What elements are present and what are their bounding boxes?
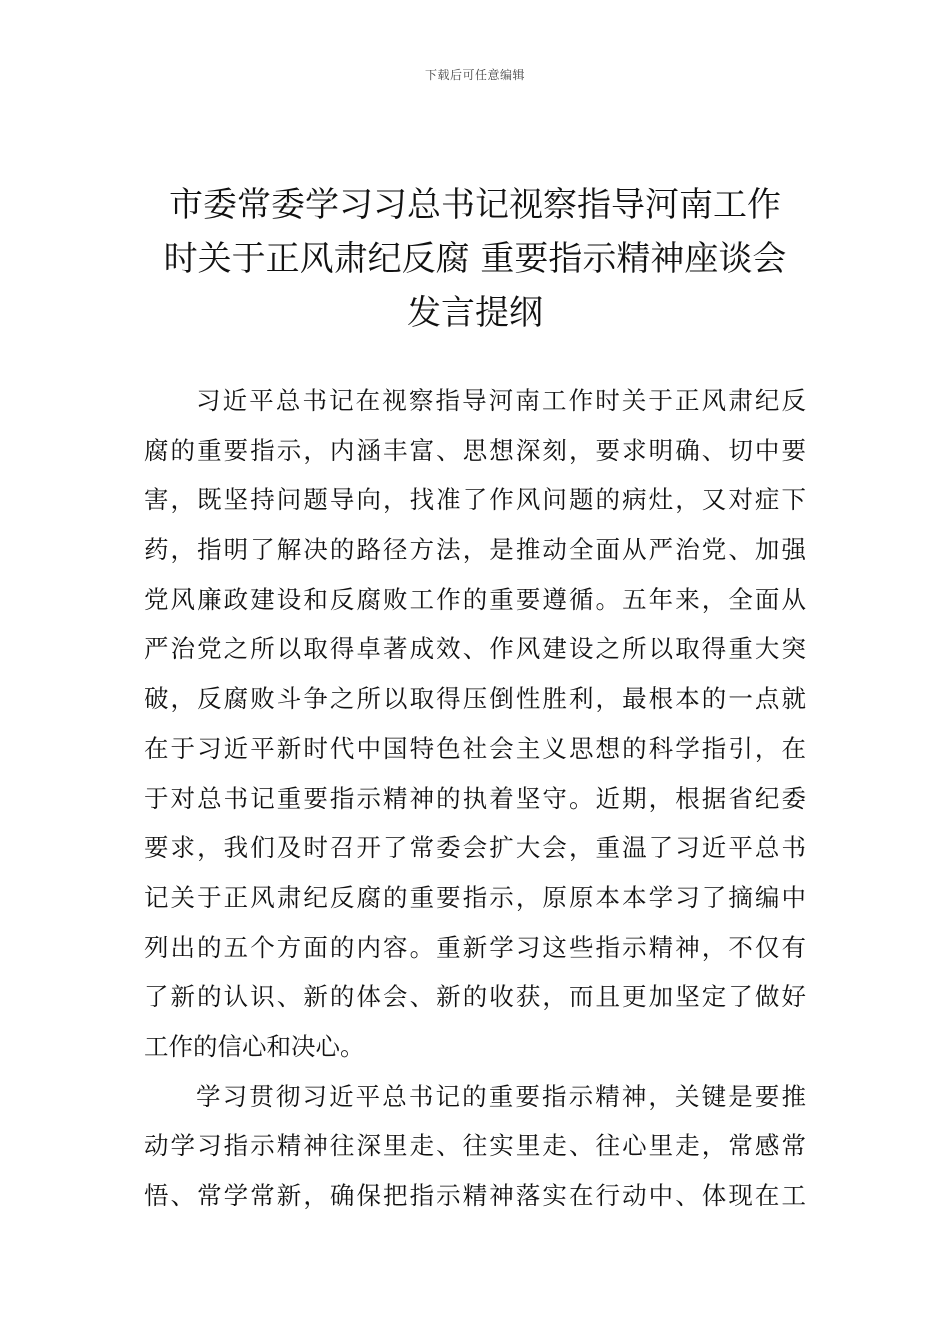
document-title bbox=[120, 178, 830, 340]
paragraph-line: 在于习近平新时代中国特色社会主义思想的科学指引，在 bbox=[144, 733, 806, 763]
paragraph-line: 要求，我们及时召开了常委会扩大会，重温了习近平总书 bbox=[144, 833, 806, 863]
paragraph-line: 动学习指示精神往深里走、往实里走、往心里走，常感常 bbox=[144, 1131, 806, 1161]
document-body bbox=[144, 376, 806, 1221]
title-line-3: 发言提纲 bbox=[407, 293, 543, 333]
paragraph-1 bbox=[144, 376, 806, 1072]
paragraph-line: 腐的重要指示，内涵丰富、思想深刻，要求明确、切中要 bbox=[144, 435, 806, 465]
title-line-2: 时关于正风肃纪反腐 重要指示精神座谈会 bbox=[163, 239, 787, 279]
paragraph-line: 药，指明了解决的路径方法，是推动全面从严治党、加强 bbox=[144, 535, 806, 565]
title-line-1: 市委常委学习习总书记视察指导河南工作 bbox=[169, 185, 781, 225]
paragraph-line: 了新的认识、新的体会、新的收获，而且更加坚定了做好 bbox=[144, 982, 806, 1012]
paragraph-line: 悟、常学常新，确保把指示精神落实在行动中、体现在工 bbox=[144, 1181, 806, 1210]
paragraph-line: 于对总书记重要指示精神的执着坚守。近期，根据省纪委 bbox=[144, 783, 806, 813]
paragraph-line: 破，反腐败斗争之所以取得压倒性胜利，最根本的一点就 bbox=[144, 684, 806, 714]
paragraph-line: 记关于正风肃纪反腐的重要指示，原原本本学习了摘编中 bbox=[144, 882, 806, 912]
paragraph-line: 列出的五个方面的内容。重新学习这些指示精神，不仅有 bbox=[144, 932, 806, 962]
paragraph-line: 害，既坚持问题导向，找准了作风问题的病灶，又对症下 bbox=[144, 485, 806, 515]
header-note: 下载后可任意编辑 bbox=[424, 68, 525, 82]
paragraph-line: 严治党之所以取得卓著成效、作风建设之所以取得重大突 bbox=[144, 634, 806, 664]
paragraph-line: 学习贯彻习近平总书记的重要指示精神，关键是要推 bbox=[196, 1081, 806, 1111]
paragraph-line: 党风廉政建设和反腐败工作的重要遵循。五年来，全面从 bbox=[144, 584, 806, 614]
paragraph-line: 工作的信心和决心。 bbox=[144, 1031, 365, 1061]
paragraph-2 bbox=[144, 1072, 806, 1221]
paragraph-line: 习近平总书记在视察指导河南工作时关于正风肃纪反 bbox=[196, 386, 806, 415]
